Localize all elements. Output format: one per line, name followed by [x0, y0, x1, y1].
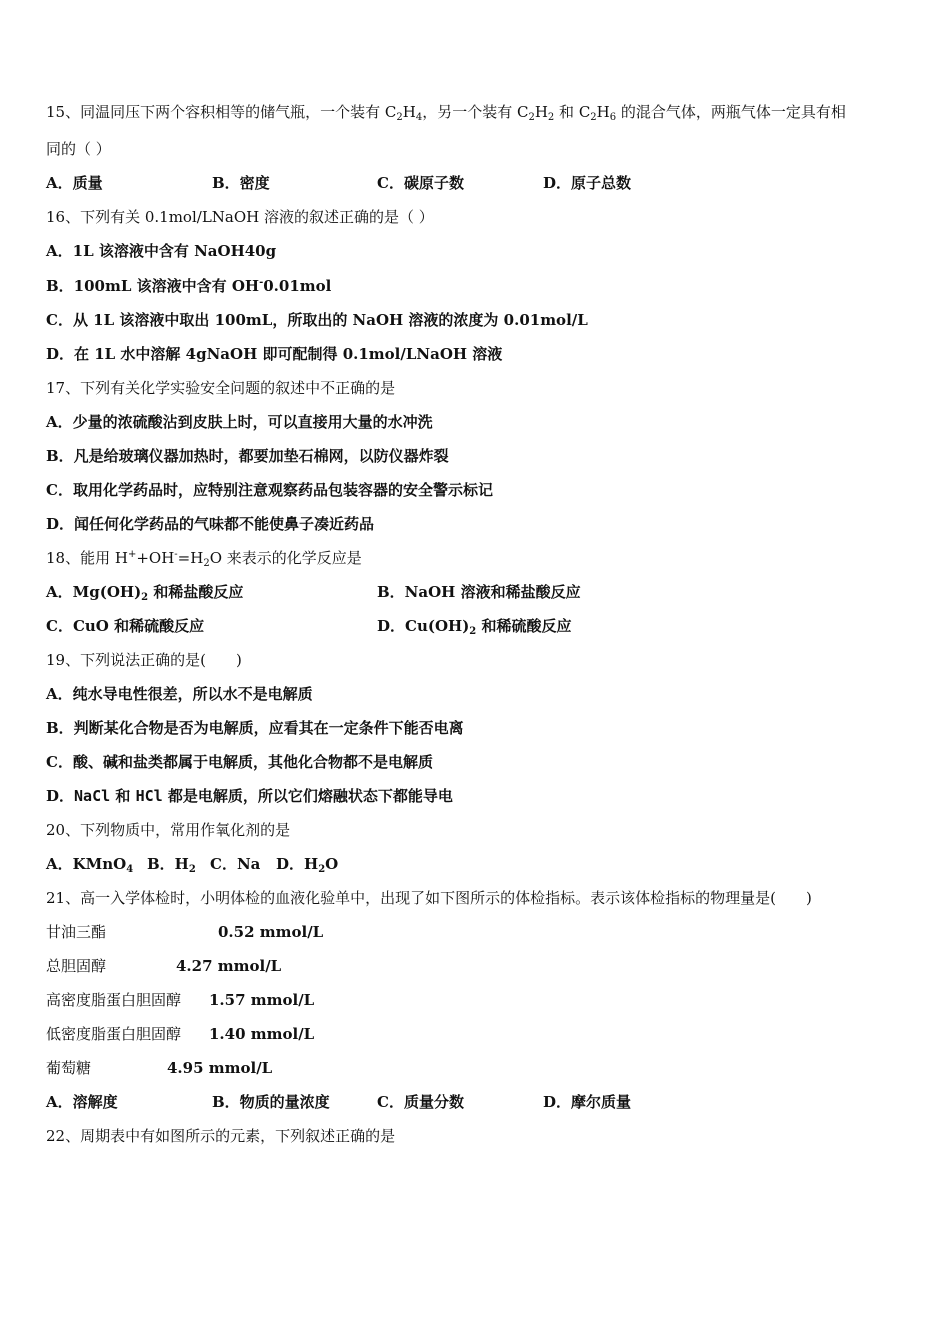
q22-stem: 22、周期表中有如图所示的元素，下列叙述正确的是: [46, 1127, 396, 1145]
q15-option-a[interactable]: A．质量: [46, 174, 103, 192]
q20-option-d[interactable]: D．$H_2O$: [276, 855, 339, 875]
q17-option-a[interactable]: A．少量的浓硫酸沾到皮肤上时，可以直接用大量的水冲洗: [46, 413, 433, 431]
q20-option-c[interactable]: C．Na: [210, 855, 261, 873]
q15-stem-line2: 同的（ ）: [46, 140, 111, 158]
q21-row-name: 甘油三酯: [46, 923, 107, 941]
q18-option-b[interactable]: B．NaOH 溶液和稀盐酸反应: [377, 583, 581, 601]
q21-row-name: 高密度脂蛋白胆固醇: [46, 991, 182, 1009]
q18-option-d[interactable]: D．$Cu(OH)_2$ 和稀硫酸反应: [377, 617, 572, 637]
q19-option-d[interactable]: D．NaCl 和 HCl 都是电解质，所以它们熔融状态下都能导电: [46, 787, 453, 805]
q15-stem: 15、同温同压下两个容积相等的储气瓶，一个装有 $C_2H_4$，另一个装有 $C_2H_2$ 和 $C_2H_6$ 的混合气体，两瓶气体一定具有相: [46, 103, 846, 123]
q17-option-d[interactable]: D．闻任何化学药品的气味都不能使鼻子凑近药品: [46, 515, 375, 533]
q21-option-a[interactable]: A．溶解度: [46, 1093, 118, 1111]
q20-stem: 20、下列物质中，常用作氧化剂的是: [46, 821, 291, 839]
q15-option-b[interactable]: B．密度: [212, 174, 270, 192]
q21-row-value: 1.40 mmol/L: [209, 1025, 315, 1043]
q21-row-value: 0.52 mmol/L: [218, 923, 324, 941]
q21-stem: 21、高一入学体检时，小明体检的血液化验单中，出现了如下图所示的体检指标。表示该体检指标的物理量是( ): [46, 889, 812, 907]
q17-option-c[interactable]: C．取用化学药品时，应特别注意观察药品包装容器的安全警示标记: [46, 481, 493, 499]
q21-row-name: 低密度脂蛋白胆固醇: [46, 1025, 182, 1043]
q18-option-a[interactable]: A．$Mg(OH)_2$ 和稀盐酸反应: [46, 583, 244, 603]
q16-option-a[interactable]: A．1L 该溶液中含有 NaOH40g: [46, 242, 277, 260]
q16-option-c[interactable]: C．从 1L 该溶液中取出 100mL，所取出的 NaOH 溶液的浓度为 0.01mol/L: [46, 311, 588, 329]
q21-row-value: 4.95 mmol/L: [167, 1059, 273, 1077]
q21-option-d[interactable]: D．摩尔质量: [543, 1093, 632, 1111]
q21-row-name: 葡萄糖: [46, 1059, 92, 1077]
q19-option-b[interactable]: B．判断某化合物是否为电解质，应看其在一定条件下能否电离: [46, 719, 464, 737]
q18-stem: 18、能用 $H^++OH^-=H_2O$ 来表示的化学反应是: [46, 549, 362, 569]
q15-option-d[interactable]: D．原子总数: [543, 174, 632, 192]
q21-row-value: 1.57 mmol/L: [209, 991, 315, 1009]
q17-option-b[interactable]: B．凡是给玻璃仪器加热时，都要加垫石棉网，以防仪器炸裂: [46, 447, 449, 465]
q16-option-d[interactable]: D．在 1L 水中溶解 4gNaOH 即可配制得 0.1mol/LNaOH 溶液: [46, 345, 503, 363]
q19-option-c[interactable]: C．酸、碱和盐类都属于电解质，其他化合物都不是电解质: [46, 753, 433, 771]
q19-stem: 19、下列说法正确的是( ): [46, 651, 242, 669]
q20-option-b[interactable]: B．$H_2$: [147, 855, 196, 875]
q21-option-b[interactable]: B．物质的量浓度: [212, 1093, 330, 1111]
q16-option-b[interactable]: B．100mL 该溶液中含有 OH-0.01mol: [46, 277, 332, 295]
q17-stem: 17、下列有关化学实验安全问题的叙述中不正确的是: [46, 379, 396, 397]
q15-option-c[interactable]: C．碳原子数: [377, 174, 464, 192]
q19-option-a[interactable]: A．纯水导电性很差，所以水不是电解质: [46, 685, 313, 703]
q21-row-name: 总胆固醇: [46, 957, 107, 975]
q21-option-c[interactable]: C．质量分数: [377, 1093, 464, 1111]
q16-stem: 16、下列有关 0.1mol/LNaOH 溶液的叙述正确的是（ ）: [46, 208, 434, 226]
q18-option-c[interactable]: C．CuO 和稀硫酸反应: [46, 617, 205, 635]
q21-row-value: 4.27 mmol/L: [176, 957, 282, 975]
q20-option-a[interactable]: A．KMnO$_4$: [46, 855, 134, 875]
